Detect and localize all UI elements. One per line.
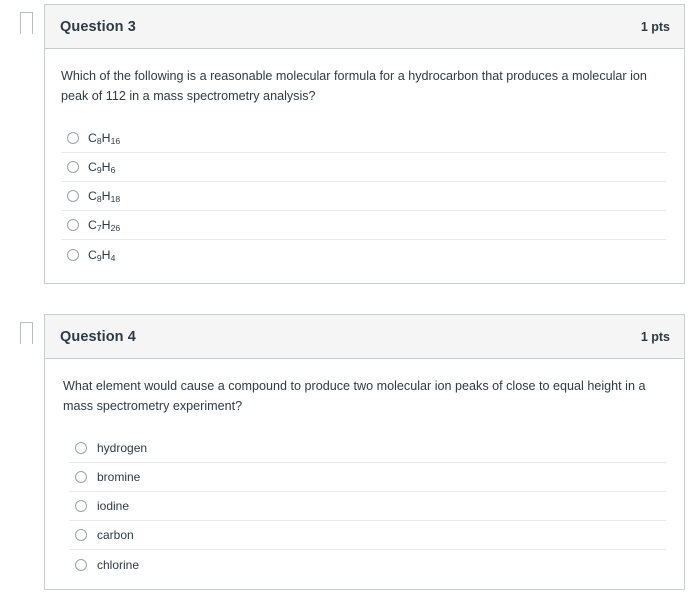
question-prompt: Which of the following is a reasonable molecular formula for a hydrocarbon that produces a molecular ion peak of 112 in a mass spectrometry analysis?	[61, 69, 647, 103]
answer-label: hydrogen	[97, 441, 148, 456]
question-points: 1 pts	[640, 329, 670, 344]
answer-option[interactable]	[61, 182, 666, 211]
answer-option[interactable]	[61, 124, 666, 153]
answer-label: $C_7H_{26}$	[88, 218, 121, 234]
question-points: 1 pts	[640, 19, 670, 34]
answer-label: $C_8H_{16}$	[88, 131, 121, 147]
answer-label: chlorine	[97, 557, 140, 572]
question-title: Question 3	[60, 18, 136, 35]
answer-option[interactable]	[69, 550, 666, 579]
radio-icon[interactable]	[75, 442, 87, 454]
radio-icon[interactable]	[67, 161, 79, 173]
question-title: Question 4	[60, 328, 136, 345]
answer-list	[61, 124, 666, 269]
answer-label: iodine	[97, 499, 130, 514]
answer-option[interactable]	[69, 434, 666, 463]
answer-option[interactable]	[69, 463, 666, 492]
radio-icon[interactable]	[67, 132, 79, 144]
question-body	[45, 49, 684, 283]
answer-option[interactable]	[61, 211, 666, 240]
radio-icon[interactable]	[67, 219, 79, 231]
radio-icon[interactable]	[75, 500, 87, 512]
radio-icon[interactable]	[67, 190, 79, 202]
radio-icon[interactable]	[75, 559, 87, 571]
answer-option[interactable]	[61, 240, 666, 269]
question-card-3	[44, 4, 685, 284]
question-header	[45, 5, 684, 49]
question-prompt: What element would cause a compound to produce two molecular ion peaks of close to equal height in a mass spectrometry experiment?	[63, 379, 646, 413]
answer-label: $C_9H_4$	[88, 247, 116, 263]
answer-option[interactable]	[69, 521, 666, 550]
answer-label: $C_9H_6$	[88, 160, 116, 176]
answer-label: carbon	[97, 528, 134, 543]
question-flag-icon[interactable]	[20, 12, 33, 27]
radio-icon[interactable]	[75, 529, 87, 541]
answer-label: bromine	[97, 470, 141, 485]
answer-option[interactable]	[69, 492, 666, 521]
radio-icon[interactable]	[75, 471, 87, 483]
question-header	[45, 315, 684, 359]
question-body	[45, 359, 684, 589]
radio-icon[interactable]	[67, 249, 79, 261]
answer-list	[61, 434, 666, 579]
question-card-4	[44, 314, 685, 590]
answer-option[interactable]	[61, 153, 666, 182]
answer-label: $C_8H_{18}$	[88, 189, 121, 205]
question-flag-icon[interactable]	[20, 322, 33, 337]
